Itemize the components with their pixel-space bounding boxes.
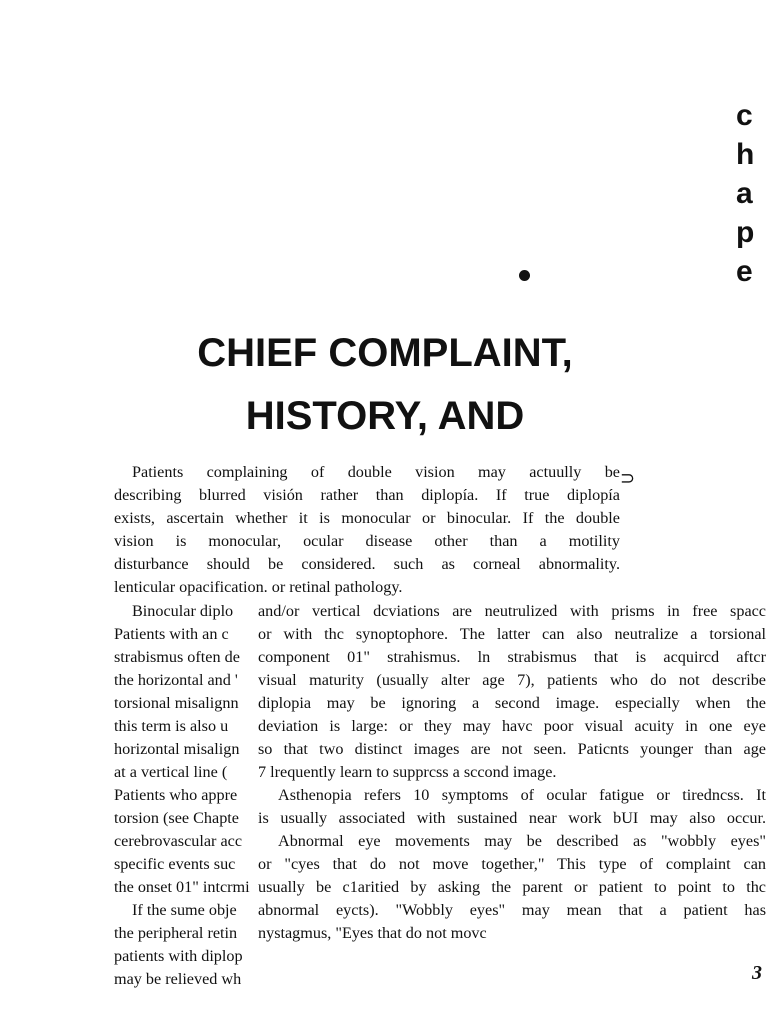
chapter-title-line-1: CHIEF COMPLAINT, [197,331,573,375]
text-line: disturbance should be considered. such as corneal abnormality. [114,555,620,573]
side-letter: p [736,216,755,249]
text-line: at a vertical line ( [114,763,228,781]
text-line: Patients with an c [114,625,229,643]
text-line: the onset 01" intcrmi [114,878,250,896]
margin-bracket-icon: ⊃ [620,468,636,488]
side-letter: e [736,255,753,288]
text-line: visual maturity (usually alter age 7), patients who do not describe [258,671,766,689]
text-line: If the sume obje [132,901,237,919]
text-line: this term is also u [114,717,229,735]
text-line: or with thc synoptophore. The latter can also neutralize a torsional [258,625,766,643]
text-line: describing blurred visión rather than diplopía. If true diplopía [114,486,620,504]
text-line: diplopia may be ignoring a second image. especially when the [258,694,766,712]
text-line: is usually associated with sustained near work bUI may also occur. [258,809,766,827]
text-line: strabismus often de [114,648,240,666]
text-line: Abnormal eye movements may be described as "wobbly eyes" [278,832,766,850]
text-line: so that two distinct images are not seen. Paticnts younger than age [258,740,766,758]
text-line: or "cyes that do not move together," This type of complaint can [258,855,766,873]
text-line: 7 lrequently learn to supprcss a sccond image. [258,763,557,781]
intro-paragraph [114,461,620,599]
chapter-title-line-2: HISTORY, AND [245,394,525,438]
text-line: the peripheral retin [114,924,238,942]
text-line: torsion (see Chapte [114,809,239,827]
text-line: patients with diplop [114,947,243,965]
side-letter: a [736,177,753,210]
text-line: Patients who appre [114,786,238,804]
text-line: the horizontal and ' [114,671,238,689]
left-column-fragment [114,600,260,991]
text-line: cerebrovascular acc [114,832,243,850]
text-line: may be relieved wh [114,970,242,988]
text-line: nystagmus, "Eyes that do not movc [258,924,487,942]
text-line: and/or vertical dcviations are neutrulized with prisms in free spacc [258,602,766,620]
text-line: abnormal eycts). "Wobbly eyes" may mean that a patient has [258,901,766,919]
text-line: specific events suc [114,855,236,873]
text-line: deviation is large: or they may havc poor visual acuity in one eye [258,717,766,735]
text-line: horizontal misalign [114,740,240,758]
right-column-overlay [258,600,766,945]
text-line: usually be c1aritied by asking the parent or patient to point to thc [258,878,766,896]
text-line: lenticular opacification. or retinal pathology. [114,578,403,596]
text-line: component 01" strahismus. ln strabismus that is acquircd aftcr [258,648,766,666]
text-line: Patients complaining of double vision may actuully be [132,463,620,481]
text-line: Binocular diplo [132,602,234,620]
side-letter: h [736,138,755,171]
text-line: exists, ascertain whether it is monocular or binocular. If the double [114,509,620,527]
chapter-side-heading [736,96,766,316]
page-number: 3 [752,962,762,984]
text-line: vision is monocular, ocular disease other than a motility [114,532,620,550]
text-line: Asthenopia refers 10 symptoms of ocular fatigue or tiredncss. It [278,786,766,804]
bullet-dot [519,270,530,281]
text-line: torsional misalignn [114,694,239,712]
side-letter: c [736,99,753,132]
